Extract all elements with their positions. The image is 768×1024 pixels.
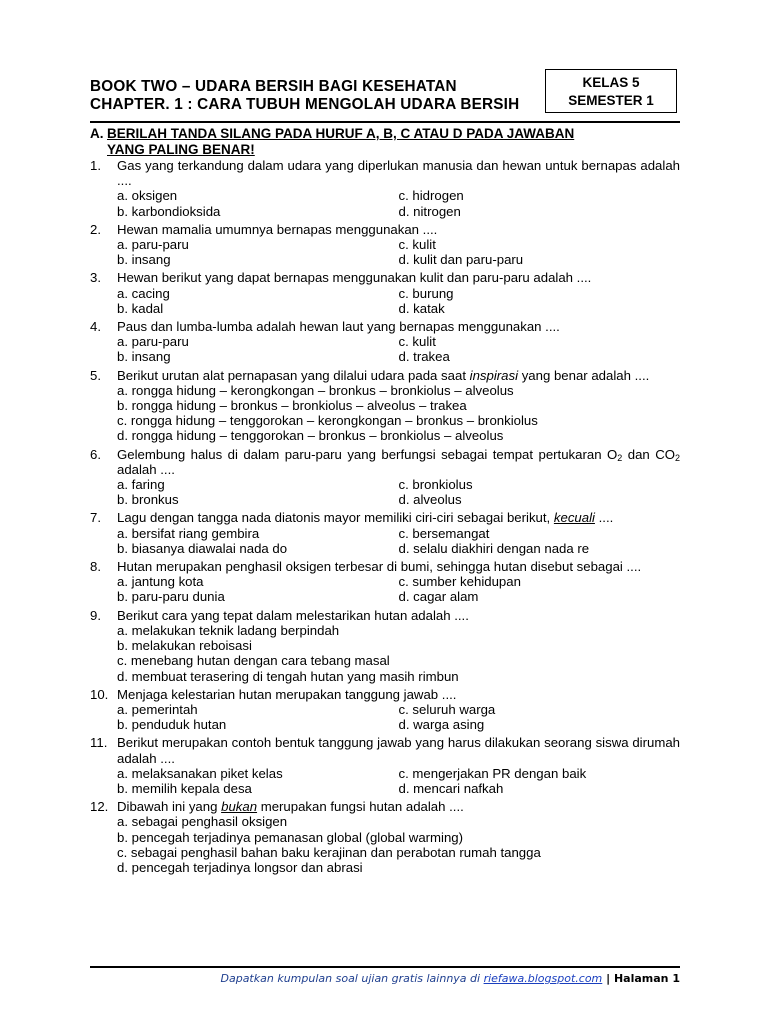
question-8: [90, 559, 680, 605]
option-c: c. mengerjakan PR dengan baik: [398, 765, 587, 781]
option-a: a. melaksanakan piket kelas: [117, 765, 283, 781]
instruction-line-1: BERILAH TANDA SILANG PADA HURUF A, B, C ATAU D PADA JAWABAN: [107, 126, 575, 141]
question-number: 11.: [90, 735, 108, 751]
question-sheet: [90, 126, 680, 878]
chapter-title: CHAPTER. 1 : CARA TUBUH MENGOLAH UDARA BERSIH: [90, 96, 520, 113]
option-b: b. kadal: [117, 300, 164, 316]
question-stem: Paus dan lumba-lumba adalah hewan laut yang bernapas menggunakan ....: [117, 319, 560, 335]
option-a: a. bersifat riang gembira: [117, 525, 260, 541]
option-c: c. bersemangat: [398, 525, 490, 541]
page-number: Halaman 1: [613, 972, 680, 985]
question-stem: Berikut cara yang tepat dalam melestarikan hutan adalah ....: [117, 607, 469, 623]
question-stem: Hewan mamalia umumnya bernapas menggunakan ....: [117, 221, 438, 237]
option-a: a. paru-paru: [117, 334, 189, 350]
option-b: b. karbondioksida: [117, 203, 221, 219]
question-number: 3.: [90, 270, 101, 286]
question-stem: Gelembung halus di dalam paru-paru yang berfungsi sebagai tempat pertukaran $O_2$ dan $CO_2$ adalah ....: [117, 446, 680, 477]
question-11: [90, 735, 680, 796]
option-b: b. melakukan reboisasi: [117, 638, 252, 654]
option-d: d. katak: [398, 300, 445, 316]
option-c: c. menebang hutan dengan cara tebang masal: [117, 653, 390, 669]
footer-separator: |: [602, 972, 614, 985]
document-header: [90, 74, 680, 118]
option-d: d. kulit dan paru-paru: [398, 252, 524, 268]
option-c: c. seluruh warga: [398, 701, 496, 717]
option-c: c. hidrogen: [398, 188, 464, 204]
question-stem: Berikut urutan alat pernapasan yang dilalui udara pada saat inspirasi yang benar adalah ....: [117, 367, 650, 383]
option-d: d. rongga hidung – tenggorokan – bronkus – bronkiolus – alveolus: [117, 428, 504, 444]
option-d: d. warga asing: [398, 717, 485, 733]
question-stem: Lagu dengan tangga nada diatonis mayor memiliki ciri-ciri sebagai berikut, kecuali ....: [117, 510, 614, 526]
option-a: a. rongga hidung – kerongkongan – bronkus – bronkiolus – alveolus: [117, 382, 514, 398]
question-7: [90, 510, 680, 556]
question-number: 9.: [90, 607, 101, 623]
question-number: 8.: [90, 559, 101, 575]
question-number: 10.: [90, 686, 109, 702]
question-number: 12.: [90, 799, 109, 815]
option-b: b. insang: [117, 349, 171, 365]
question-stem: Berikut merupakan contoh bentuk tanggung jawab yang harus dilakukan seorang siswa dirumah adalah ....: [117, 735, 680, 766]
option-d: d. cagar alam: [398, 589, 479, 605]
option-b: b. bronkus: [117, 492, 179, 508]
option-b: b. memilih kepala desa: [117, 780, 252, 796]
class-info-box: [545, 69, 677, 113]
option-c: c. burung: [398, 285, 454, 301]
option-c: c. kulit: [398, 334, 436, 350]
question-2: [90, 222, 680, 268]
option-b: b. pencegah terjadinya pemanasan global (global warming): [117, 829, 464, 845]
question-number: 1.: [90, 158, 101, 173]
emphasis-term: inspirasi: [469, 367, 519, 383]
option-a: a. jantung kota: [117, 574, 204, 590]
question-number: 7.: [90, 510, 101, 526]
footer-text: Dapatkan kumpulan soal ujian gratis lainnya di: [220, 972, 484, 985]
option-b: b. paru-paru dunia: [117, 589, 225, 605]
question-6: [90, 447, 680, 508]
option-d: d. pencegah terjadinya longsor dan abrasi: [117, 859, 363, 875]
option-c: c. rongga hidung – tenggorokan – kerongkongan – bronkus – bronkiolus: [117, 413, 538, 429]
question-1: [90, 158, 680, 219]
page-footer: [90, 972, 680, 985]
option-d: d. selalu diakhiri dengan nada re: [398, 540, 590, 556]
option-c: c. kulit: [398, 237, 436, 253]
footer-link[interactable]: riefawa.blogspot.com: [483, 972, 603, 985]
option-c: c. sebagai penghasil bahan baku kerajinan dan perabotan rumah tangga: [117, 844, 541, 860]
question-stem: Hewan berikut yang dapat bernapas menggunakan kulit dan paru-paru adalah ....: [117, 270, 592, 286]
option-d: d. mencari nafkah: [398, 780, 504, 796]
question-stem: Menjaga kelestarian hutan merupakan tanggung jawab ....: [117, 686, 457, 702]
question-4: [90, 319, 680, 365]
question-stem: Hutan merupakan penghasil oksigen terbesar di bumi, sehingga hutan disebut sebagai ....: [117, 559, 642, 575]
question-5: [90, 368, 680, 444]
option-a: a. pemerintah: [117, 701, 198, 717]
class-label: KELAS 5: [582, 75, 640, 90]
question-number: 2.: [90, 221, 101, 237]
section-label: A.: [90, 126, 104, 141]
book-title: BOOK TWO – UDARA BERSIH BAGI KESEHATAN: [90, 78, 457, 95]
semester-label: SEMESTER 1: [568, 93, 654, 108]
question-number: 4.: [90, 319, 101, 335]
option-b: b. rongga hidung – bronkus – bronkiolus – alveolus – trakea: [117, 398, 467, 414]
option-a: a. paru-paru: [117, 237, 189, 253]
question-9: [90, 608, 680, 684]
question-stem: Gas yang terkandung dalam udara yang diperlukan manusia dan hewan untuk bernapas adalah ....: [117, 158, 680, 189]
question-3: [90, 270, 680, 316]
option-b: b. insang: [117, 252, 171, 268]
question-number: 6.: [90, 446, 101, 462]
question-stem: Dibawah ini yang bukan merupakan fungsi hutan adalah ....: [117, 799, 464, 815]
option-d: d. nitrogen: [398, 203, 461, 219]
option-c: c. bronkiolus: [398, 477, 473, 493]
option-d: d. membuat terasering di tengah hutan yang masih rimbun: [117, 668, 459, 684]
question-number: 5.: [90, 367, 101, 383]
section-instruction: [90, 126, 680, 157]
option-b: b. penduduk hutan: [117, 717, 227, 733]
emphasis-term: bukan: [221, 799, 258, 815]
option-a: a. oksigen: [117, 188, 178, 204]
option-d: d. trakea: [398, 349, 450, 365]
option-c: c. sumber kehidupan: [398, 574, 521, 590]
instruction-line-2: YANG PALING BENAR!: [107, 141, 255, 157]
emphasis-term: kecuali: [553, 510, 595, 526]
question-10: [90, 687, 680, 733]
question-12: [90, 799, 680, 875]
option-a: a. melakukan teknik ladang berpindah: [117, 622, 340, 638]
option-a: a. cacing: [117, 285, 170, 301]
option-d: d. alveolus: [398, 492, 462, 508]
option-a: a. sebagai penghasil oksigen: [117, 814, 288, 830]
header-divider: [90, 121, 680, 123]
option-b: b. biasanya diawalai nada do: [117, 540, 288, 556]
option-a: a. faring: [117, 477, 165, 493]
footer-divider: [90, 966, 680, 968]
